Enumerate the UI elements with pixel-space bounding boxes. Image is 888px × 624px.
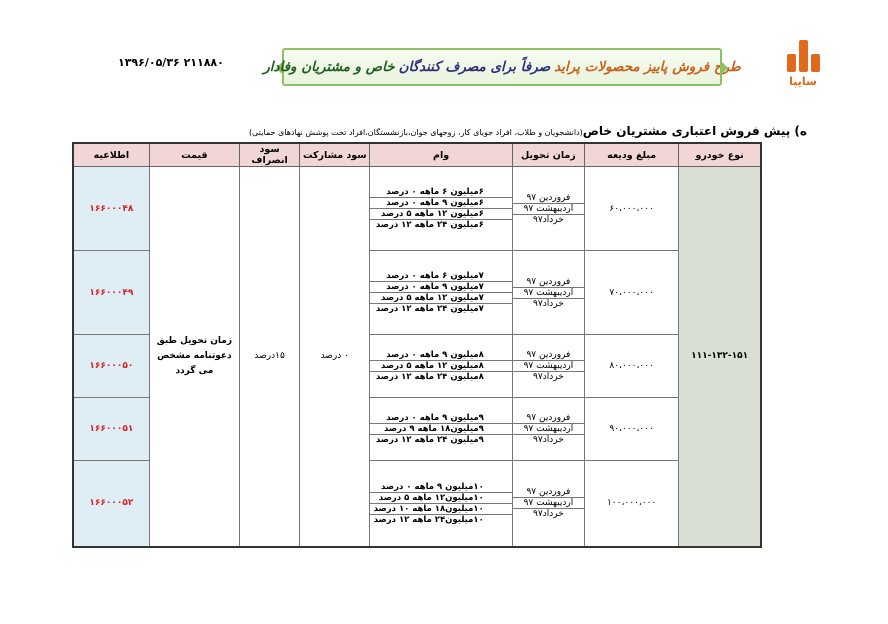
loan-option: ۶میلیون ۱۲ ماهه ۵ درصد bbox=[370, 209, 511, 220]
banner-title bbox=[263, 48, 741, 86]
header-price: قیمت bbox=[149, 143, 239, 167]
delivery-date: خرداد۹۷ bbox=[533, 214, 564, 225]
header-fee: سود انصراف bbox=[240, 143, 300, 167]
banner-right-arrow bbox=[720, 60, 728, 76]
delivery-date: اردیبهشت ۹۷ bbox=[513, 204, 584, 215]
delivery-date: اردیبهشت ۹۷ bbox=[513, 498, 584, 509]
loan-option: ۹میلیون ۲۴ ماهه ۱۲ درصد bbox=[375, 435, 484, 445]
loan-option: ۱۰میلیون۱۲ ماهه ۵ درصد bbox=[370, 493, 511, 504]
reference-date: ۱۳۹۶/۰۵/۳۶ ۲۱۱۸۸۰ bbox=[118, 56, 224, 69]
share-profit: ۰ درصد bbox=[300, 167, 370, 547]
delivery-date: اردیبهشت ۹۷ bbox=[513, 288, 584, 299]
deposit-amount: ۹۰،۰۰۰،۰۰۰ bbox=[585, 398, 679, 461]
notice-number: ۱۶۶۰۰۰۵۲ bbox=[73, 461, 149, 547]
delivery-date: خرداد۹۷ bbox=[533, 298, 564, 309]
sales-table bbox=[72, 142, 762, 548]
header-delivery: زمان تحویل bbox=[512, 143, 584, 167]
deposit-amount: ۸۰،۰۰۰،۰۰۰ bbox=[585, 335, 679, 398]
loan-option: ۷میلیون ۲۴ ماهه ۱۲ درصد bbox=[375, 304, 484, 314]
loan-option: ۷میلیون ۱۲ ماهه ۵ درصد bbox=[370, 293, 511, 304]
header-car: نوع خودرو bbox=[679, 143, 761, 167]
delivery-date: اردیبهشت ۹۷ bbox=[513, 424, 584, 435]
notice-number: ۱۶۶۰۰۰۵۱ bbox=[73, 398, 149, 461]
delivery-date: فروردین ۹۷ bbox=[513, 487, 584, 498]
section-subtitle: (دانشجویان و طلاب، افراد جویای کار، زوجهای جوان،بازنشستگان،افراد تحت پوشش نهادهای حمایتی) bbox=[249, 128, 583, 137]
saipa-logo bbox=[780, 40, 826, 94]
car-models: ۱۱۱-۱۳۲-۱۵۱ bbox=[679, 167, 761, 547]
banner-part-1: طرح فروش پاییز محصولات پراید bbox=[554, 59, 741, 75]
deposit-amount: ۷۰،۰۰۰،۰۰۰ bbox=[585, 251, 679, 335]
loan-option: ۱۰میلیون۱۸ ماهه ۱۰ درصد bbox=[370, 504, 511, 515]
header-info: اطلاعیه bbox=[73, 143, 149, 167]
delivery-date: خرداد۹۷ bbox=[533, 509, 564, 520]
table-header-row bbox=[73, 143, 761, 167]
banner-part-3: خاص و مشتریان وفادار bbox=[263, 59, 395, 75]
cancel-fee: ۱۵درصد bbox=[240, 167, 300, 547]
loan-option: ۷میلیون ۹ ماهه ۰ درصد bbox=[370, 282, 511, 293]
delivery-date: فروردین ۹۷ bbox=[513, 277, 584, 288]
loan-option: ۸میلیون ۲۴ ماهه ۱۲ درصد bbox=[375, 372, 484, 382]
delivery-date: اردیبهشت ۹۷ bbox=[513, 361, 584, 372]
delivery-date: فروردین ۹۷ bbox=[513, 193, 584, 204]
delivery-date: فروردین ۹۷ bbox=[513, 350, 584, 361]
loan-option: ۱۰میلیون ۹ ماهه ۰ درصد bbox=[370, 482, 511, 493]
loan-option: ۸میلیون ۱۲ ماهه ۵ درصد bbox=[370, 361, 511, 372]
section-heading: ه) پیش فروش اعتباری مشتریان خاص bbox=[582, 124, 807, 138]
delivery-date: فروردین ۹۷ bbox=[513, 413, 584, 424]
logo-name: سایپا bbox=[789, 75, 817, 88]
loan-option: ۱۰میلیون۲۴ ماهه ۱۲ درصد bbox=[373, 514, 484, 525]
header-share: سود مشارکت bbox=[300, 143, 370, 167]
notice-number: ۱۶۶۰۰۰۴۸ bbox=[73, 167, 149, 251]
loan-option: ۹میلیون۱۸ ماهه ۹ درصد bbox=[370, 424, 511, 435]
delivery-date: خرداد۹۷ bbox=[533, 372, 564, 382]
loan-option: ۶میلیون ۶ ماهه ۰ درصد bbox=[370, 187, 511, 198]
notice-number: ۱۶۶۰۰۰۴۹ bbox=[73, 251, 149, 335]
banner-part-2: صرفاً برای مصرف کنندگان bbox=[398, 59, 551, 75]
table-row bbox=[73, 167, 761, 251]
notice-number: ۱۶۶۰۰۰۵۰ bbox=[73, 335, 149, 398]
loan-option: ۸میلیون ۹ ماهه ۰ درصد bbox=[370, 350, 511, 361]
header-loan: وام bbox=[370, 143, 512, 167]
section-title bbox=[249, 120, 807, 139]
price-note: زمان تحویل طبق دعوتنامه مشخص می گردد bbox=[149, 167, 239, 547]
header-deposit: مبلغ ودیعه bbox=[585, 143, 679, 167]
deposit-amount: ۱۰۰،۰۰۰،۰۰۰ bbox=[585, 461, 679, 547]
delivery-date: خرداد۹۷ bbox=[533, 435, 564, 445]
loan-option: ۷میلیون ۶ ماهه ۰ درصد bbox=[370, 271, 511, 282]
loan-option: ۶میلیون ۹ ماهه ۰ درصد bbox=[370, 198, 511, 209]
loan-option: ۹میلیون ۹ ماهه ۰ درصد bbox=[370, 413, 511, 424]
logo-mark-icon bbox=[780, 40, 826, 72]
loan-option: ۶میلیون ۲۴ ماهه ۱۲ درصد bbox=[375, 220, 484, 230]
deposit-amount: ۶۰،۰۰۰،۰۰۰ bbox=[585, 167, 679, 251]
